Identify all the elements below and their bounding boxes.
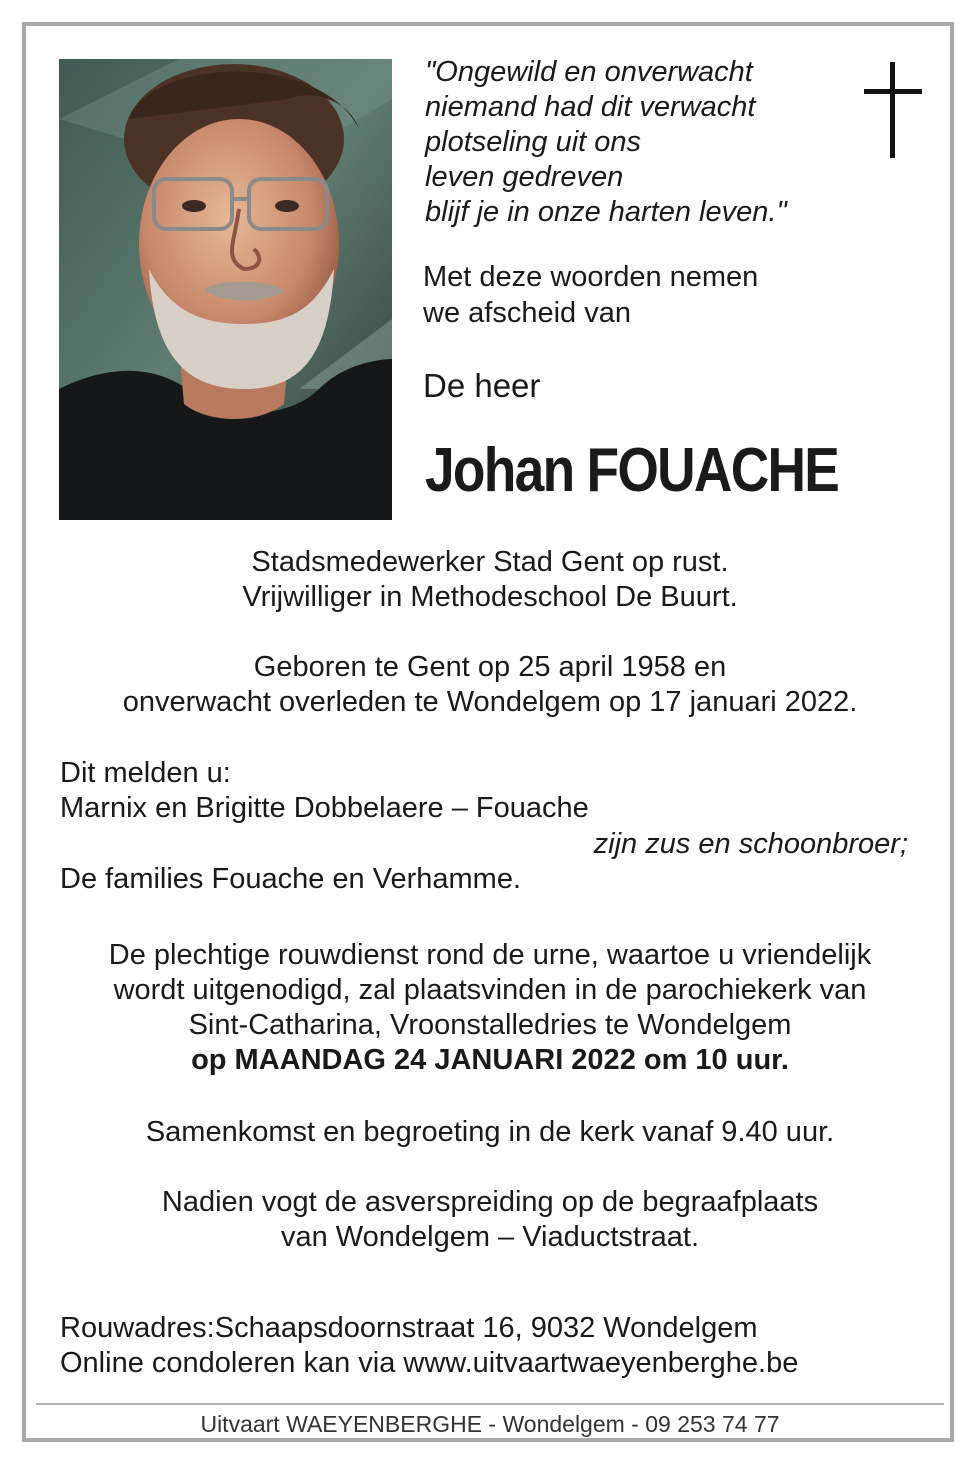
family-member: De families Fouache en Verhamme. — [60, 863, 521, 895]
poem-line: leven gedreven — [425, 161, 624, 193]
salutation: De heer — [423, 367, 541, 404]
poem-line: blijf je in onze harten leven." — [425, 196, 787, 228]
deceased-name: Johan FOUACHE — [425, 436, 839, 505]
cross-icon — [864, 62, 922, 158]
poem-line: "Ongewild en onverwacht — [425, 56, 753, 88]
service-date: op MAANDAG 24 JANUARI 2022 om 10 uur. — [191, 1044, 789, 1076]
farewell-intro — [423, 259, 758, 331]
burial-info — [40, 1185, 940, 1255]
poem-line: plotseling uit ons — [425, 126, 642, 158]
footer-divider — [36, 1403, 944, 1405]
service-line: wordt uitgenodigd, zal plaatsvinden in de parochiekerk van — [113, 974, 867, 1006]
footer-funeral-home: Uitvaart WAEYENBERGHE - Wondelgem - 09 253 74 77 — [200, 1411, 780, 1437]
poem — [425, 55, 845, 230]
occupation-line: Stadsmedewerker Stad Gent op rust. — [251, 546, 729, 578]
family-member: Marnix en Brigitte Dobbelaere – Fouache — [60, 792, 589, 824]
family-heading: Dit melden u: — [60, 757, 231, 789]
portrait-photo — [59, 59, 392, 520]
burial-line: Nadien vogt de asverspreiding op de begraafplaats — [161, 1186, 819, 1218]
occupation-line: Vrijwilliger in Methodeschool De Buurt. — [242, 581, 738, 613]
dates-line: Geboren te Gent op 25 april 1958 en — [253, 651, 727, 683]
occupation — [40, 545, 940, 615]
online-condolence: Online condoleren kan via www.uitvaartwaeyenberghe.be — [60, 1347, 799, 1379]
poem-line: niemand had dit verwacht — [425, 91, 756, 123]
family-relation: zijn zus en schoonbroer; — [593, 828, 908, 860]
burial-line: van Wondelgem – Viaductstraat. — [280, 1221, 700, 1253]
gathering-info: Samenkomst en begroeting in de kerk vanaf 9.40 uur. — [145, 1116, 835, 1148]
service-line: Sint-Catharina, Vroonstalledries te Wondelgem — [188, 1009, 792, 1041]
service-line: De plechtige rouwdienst rond de urne, waartoe u vriendelijk — [108, 939, 872, 971]
birth-death-dates — [40, 650, 940, 720]
mourning-address: Rouwadres:Schaapsdoornstraat 16, 9032 Wondelgem — [60, 1312, 758, 1344]
intro-line: we afscheid van — [423, 297, 631, 329]
dates-line: onverwacht overleden te Wondelgem op 17 januari 2022. — [122, 686, 858, 718]
intro-line: Met deze woorden nemen — [423, 261, 759, 293]
service-info — [40, 938, 940, 1078]
